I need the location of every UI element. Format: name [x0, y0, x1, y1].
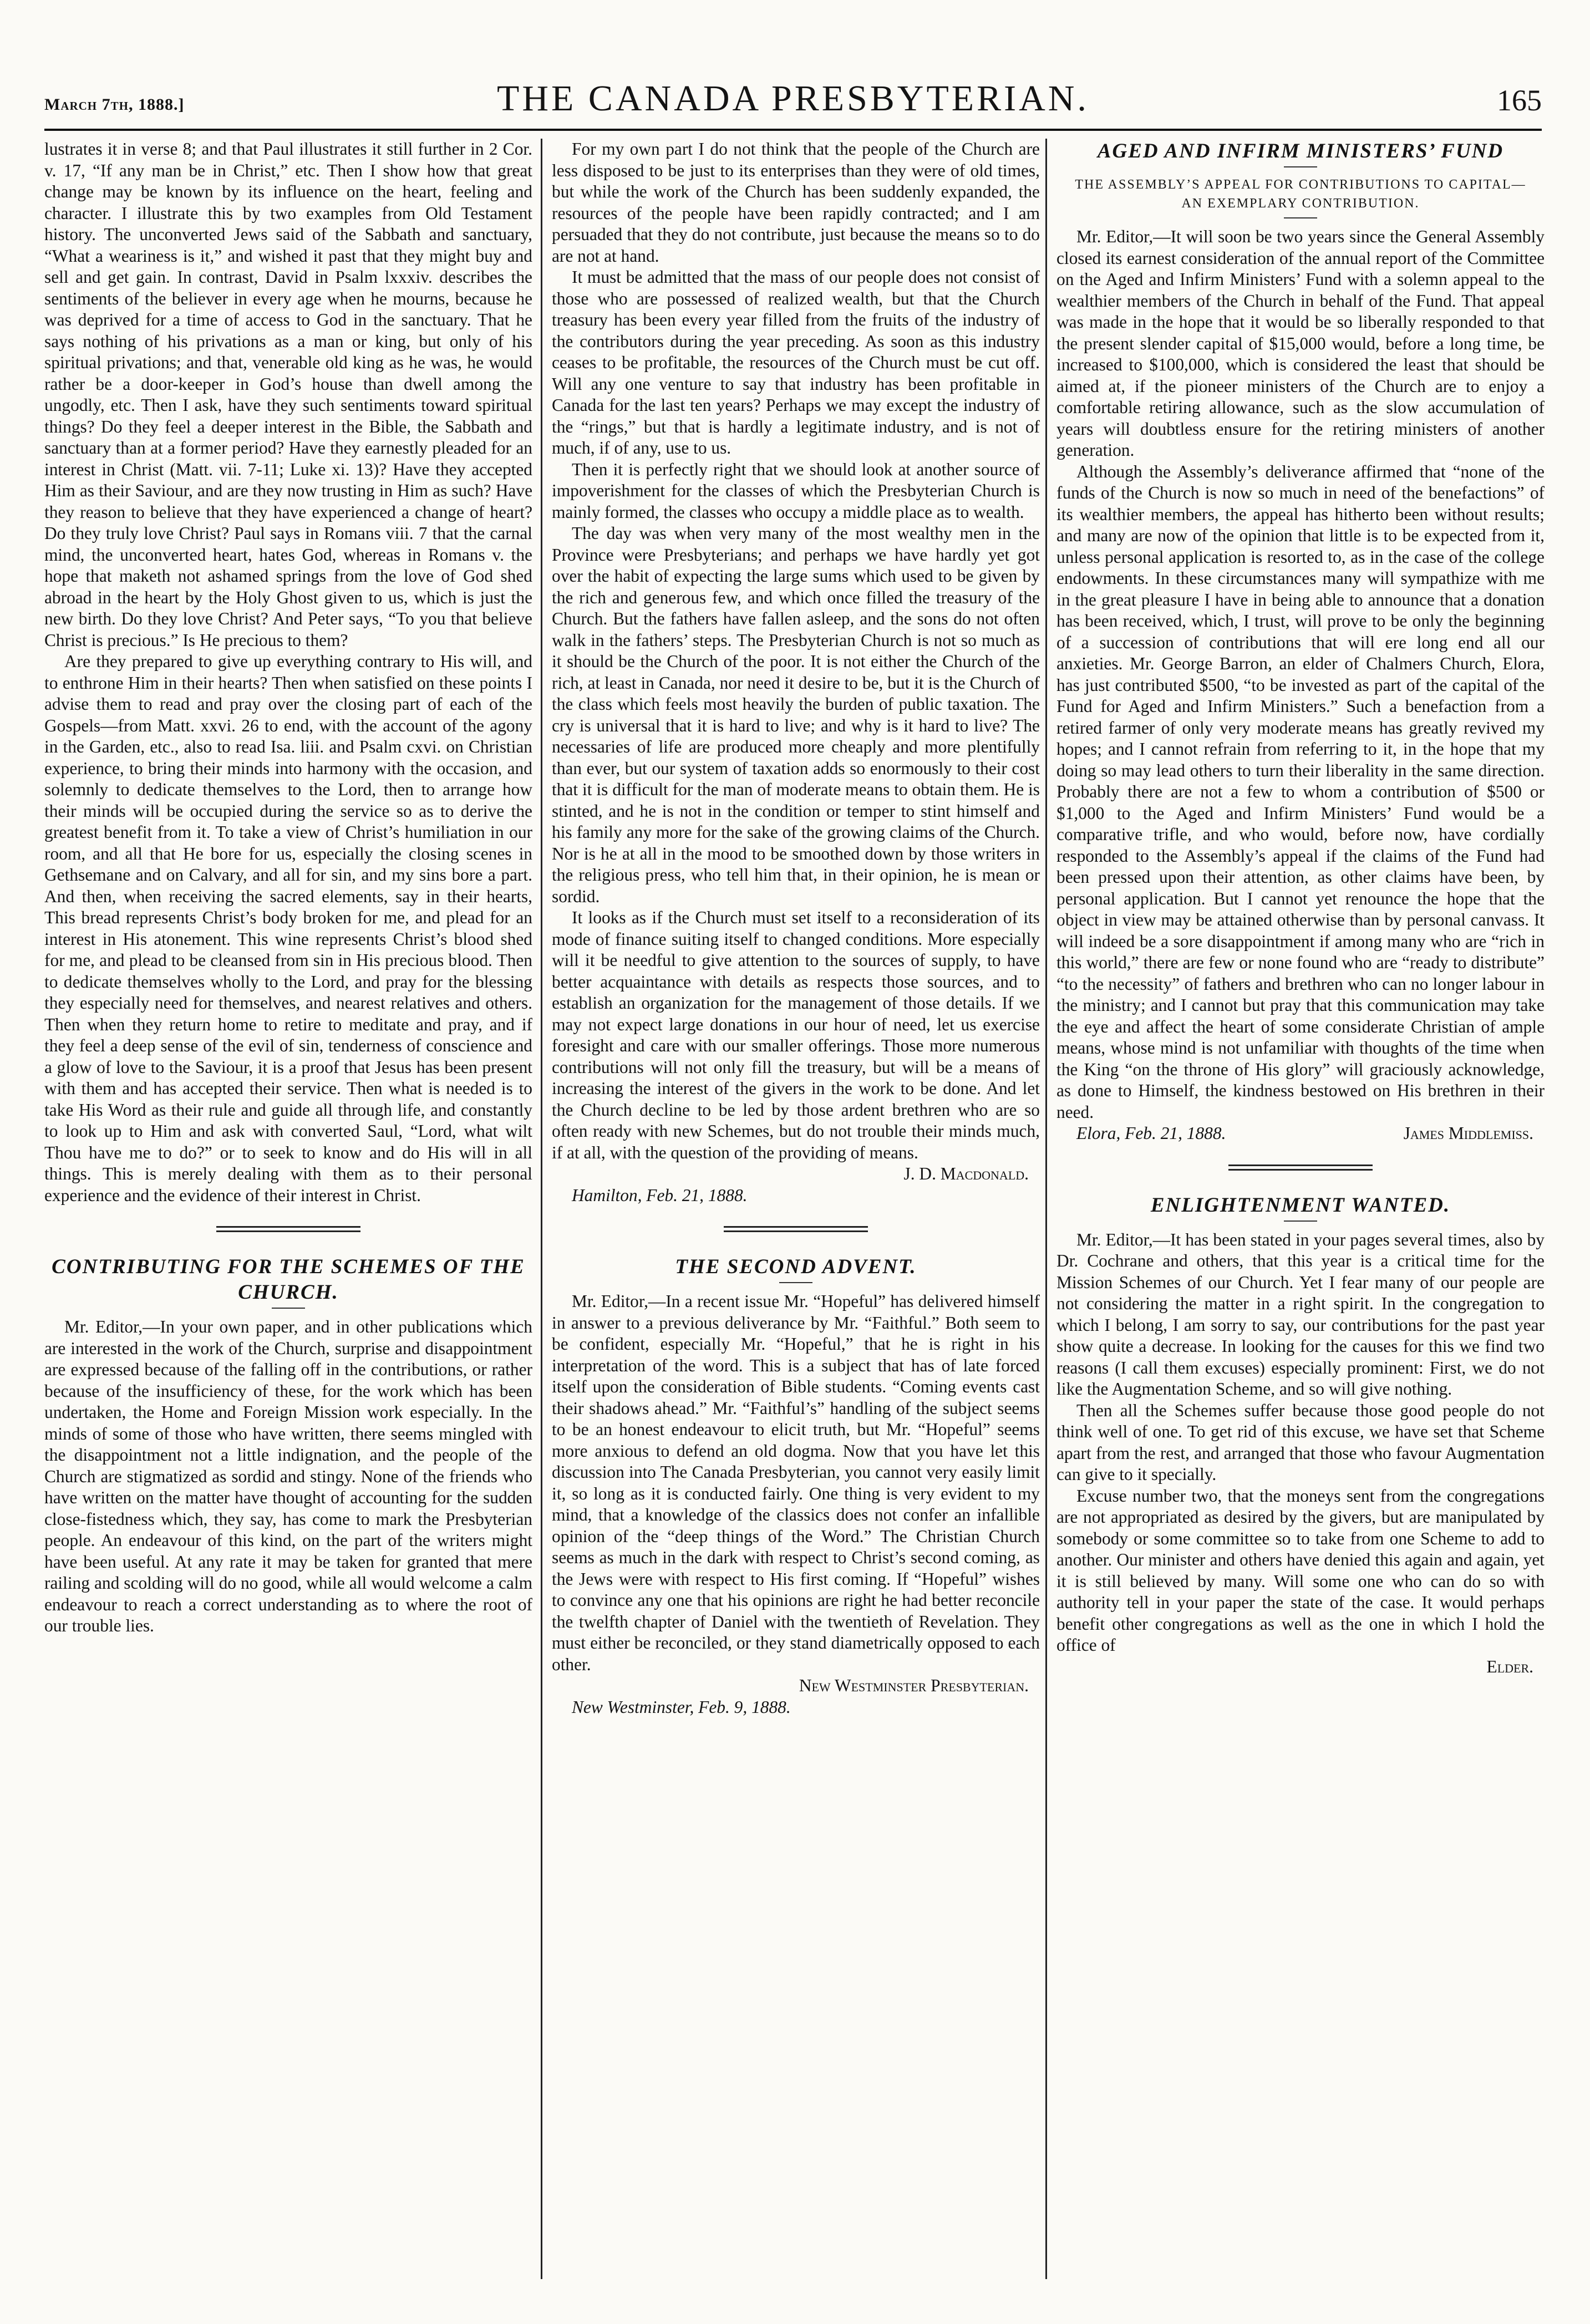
heading-rule: [1284, 166, 1317, 167]
article-separator: [724, 1226, 868, 1232]
column-divider: [1045, 139, 1047, 2279]
page-number: 165: [1497, 84, 1542, 117]
article-separator: [216, 1226, 360, 1232]
column-divider: [541, 139, 542, 2279]
author-signature: J. D. Macdonald.: [903, 1164, 1029, 1183]
dateline: Elora, Feb. 21, 1888.: [1076, 1123, 1226, 1143]
article-heading: CONTRIBUTING FOR THE SCHEMES OF THE CHURCH.: [52, 1255, 525, 1304]
article-paragraph: It must be admitted that the mass of our people does not consist of those who are possessed of realized wealth, but that the Church treasury has been every year filled from the fruits of the industry of the contributors during the year preceding. As soon as this industry ceases to be profitable, the resources of the Church must be cut off. Will any one venture to say that industry has been profitable in Canada for the last ten years? Perhaps we may except the industry of the “rings,” but that is hardly a legitimate industry, and is not of much, if of any, use to us.: [552, 267, 1040, 457]
column-2: [552, 139, 1040, 2279]
author-signature: James Middlemiss.: [1403, 1123, 1533, 1143]
issue-date: March 7th, 1888.]: [44, 95, 185, 114]
masthead-rule: [44, 129, 1542, 131]
article-paragraph: It looks as if the Church must set itself to a reconsideration of its mode of finance suiting itself to changed conditions. More especially will it be needful to give attention to the sources of supply, to have better acquaintance with details as respects those sources, and to establish an organization for the management of those details. If we may not expect large donations in our hour of need, let us exercise foresight and care with our smaller offerings. Those more numerous contributions will not only fill the treasury, but will be a means of increasing the interest of the givers in the work to be done. And let the Church decline to be led by those ardent brethren who are so often ready with new Schemes, but do not trouble their minds much, if at all, with the question of the providing of means.: [552, 908, 1040, 1162]
article-subheading: THE ASSEMBLY’S APPEAL FOR CONTRIBUTIONS TO CAPITAL—AN EXEMPLARY CONTRIBUTION.: [1075, 177, 1526, 211]
column-1: [44, 139, 532, 2279]
article-separator: [1228, 1164, 1373, 1171]
article-paragraph: Mr. Editor,—It will soon be two years since the General Assembly closed its earnest consideration of the annual report of the Committee on the Aged and Infirm Ministers’ Fund with a solemn appeal to the wealthier members of the Church in behalf of the Fund. That appeal was made in the hope that it would be so liberally responded to that the present slender capital of $15,000 would, before a long time, be increased to $100,000, which is considered the least that should be aimed at, if the pioneer ministers of the Church are to enjoy a comfortable retiring allowance, such as the slow accumulation of years will doubtless ensure for the retiring ministers of another generation.: [1056, 227, 1545, 460]
article-paragraph: lustrates it in verse 8; and that Paul illustrates it still further in 2 Cor. v. 17, “If any man be in Christ,” etc. Then I show how that great change may be known by its influence on the heart, feeling and character. I illustrate this by two examples from Old Testament history. The unconverted Jews said of the Sabbath and sanctuary, “What a weariness is it,” and wished it past that they might buy and sell and get gain. In contrast, David in Psalm lxxxiv. describes the sentiments of the believer in every age when he mourns, because he was deprived for a time of access to God in the sanctuary. That he says nothing of his privations as a man or king, but only of his spiritual privations; and that, venerable old king as he was, he would rather be a door-keeper in God’s house than dwell among the ungodly, etc. Then I ask, have they such sentiments toward spiritual things? Do they feel a deeper interest in the Bible, the Sabbath and sanctuary than at a former period? Have they earnestly pleaded for an interest in Christ (Matt. vii. 7-11; Luke xi. 13)? Have they accepted Him as their Saviour, and are they now trusting in Him as such? Have they reason to believe that they have experienced a change of heart? Do they truly love Christ? Paul says in Romans viii. 7 that the carnal mind, the unconverted heart, hates God, whereas in Romans v. the hope that maketh not ashamed springs from the love of God shed abroad in the heart by the Holy Ghost given to us, which is just the new birth. Do they love Christ? And Peter says, “To you that believe Christ is precious.” Is He precious to them?: [44, 139, 532, 650]
author-signature: New Westminster Presbyterian.: [799, 1676, 1029, 1695]
heading-rule: [1284, 1221, 1317, 1222]
article-paragraph: Excuse number two, that the moneys sent from the congregations are not appropriated as desired by the givers, but are manipulated by somebody or some committee so to take from one Scheme to add to another. Our minister and others have denied this again and again, yet it is still believed by many. Will some one who can do so with authority tell in your paper the state of the case. It would perhaps benefit other congregations as well as the one in which I hold the office of: [1056, 1486, 1545, 1655]
article-heading: ENLIGHTENMENT WANTED.: [1150, 1193, 1451, 1217]
dateline: New Westminster, Feb. 9, 1888.: [572, 1697, 791, 1717]
article-paragraph: Then all the Schemes suffer because those good people do not think well of one. To get rid of this excuse, we have set that Scheme apart from the rest, and arranged that those who favour Augmentation can give to it specially.: [1056, 1400, 1545, 1484]
article-heading: AGED AND INFIRM MINISTERS’ FUND: [1097, 140, 1504, 162]
heading-rule: [1284, 217, 1317, 218]
article-paragraph: Mr. Editor,—In your own paper, and in other publications which are interested in the work of the Church, surprise and disappointment are expressed because of the falling off in the contributions, or rather because of the insufficiency of these, for the work which has been undertaken, the Home and Foreign Mission work especially. In the minds of some of those who have written, there seems mingled with the disappointment not a little indignation, and the people of the Church are stigmatized as sordid and stingy. None of the friends who have written on the matter have thought of accounting for the sudden close-fistedness which, they say, has come to mark the Presbyterian people. An endeavour of this kind, on the part of the writers might have been useful. At any rate it may be taken for granted that mere railing and scolding will do no good, while all would welcome a calm endeavour to reach a correct understanding as to where the root of our trouble lies.: [44, 1317, 532, 1635]
heading-rule: [779, 1282, 812, 1283]
article-paragraph: Although the Assembly’s deliverance affirmed that “none of the funds of the Church is now so much in need of the benefactions” of its wealthier members, the appeal has hitherto been without results; and many are now of the opinion that little is to be expected from it, unless personal application is resorted to, as in the case of the college endowments. In these circumstances many will sympathize with me in the great pleasure I have in being able to announce that a donation has been received, which, I trust, will prove to be only the beginning of a succession of contributions that will ere long end all our anxieties. Mr. George Barron, an elder of Chalmers Church, Elora, has just contributed $500, “to be invested as part of the capital of the Fund for Aged and Infirm Ministers.” Such a benefaction from a retired farmer of only very moderate means has greatly revived my hopes; and I cannot refrain from referring to it, in the hope that my doing so may lead others to turn their liberality in the same direction. Probably there are not a few to whom a contribution of $500 or $1,000 to the Aged and Infirm Ministers’ Fund would be a comparative trifle, and who would, before now, have cordially responded to the Assembly’s appeal if the claims of the Fund had been pressed upon their attention, as other claims have been, by personal application. But I cannot yet renounce the hope that the object in view may be attained otherwise than by personal canvass. It will indeed be a sore disappointment if among many who are “rich in this world,” there are few or none found who are “ready to distribute” “to the necessity” of fathers and brethren who can no longer labour in the ministry; and I cannot but pray that this communication may take the eye and affect the heart of some considerate Christian of ample means, whose mind is not unfamiliar with thoughts of the time when the King “on the throne of His glory” will graciously acknowledge, as done to Himself, the kindness bestowed on His brethren in their need.: [1056, 461, 1545, 1122]
author-signature: Elder.: [1486, 1656, 1533, 1676]
article-paragraph: Then it is perfectly right that we should look at another source of impoverishment for the classes of which the Presbyterian Church is mainly formed, the classes who occupy a middle place as to wealth.: [552, 459, 1040, 522]
article-paragraph: Mr. Editor,—In a recent issue Mr. “Hopeful” has delivered himself in answer to a previous deliverance by Mr. “Faithful.” Both seem to be confident, especially Mr. “Hopeful,” that he is right in his interpretation of the word. This is a subject that has of late forced itself upon the consideration of Bible students. “Coming events cast their shadows ahead.” Mr. “Faithful’s” handling of the subject seems to be an honest endeavour to elicit truth, but Mr. “Hopeful” seems more anxious to defend an old dogma. Now that you have let this discussion into The Canada Presbyterian, you cannot very easily limit it, so long as it is conducted fairly. One thing is very evident to my mind, that a knowledge of the classics does not confer an infallible opinion of the “deep things of the Word.” The Christian Church seems as much in the dark with respect to Christ’s second coming, as the Jews were with respect to His first coming. If “Hopeful” wishes to convince any one that his opinions are right he had better reconcile the twelfth chapter of Daniel with the twentieth of Revelation. They must either be reconciled, or they stand diametrically opposed to each other.: [552, 1291, 1040, 1674]
article-paragraph: Are they prepared to give up everything contrary to His will, and to enthrone Him in their hearts? Then when satisfied on these points I advise them to read and pray over the closing part of each of the Gospels—from Matt. xxvi. 26 to end, with the account of the agony in the Garden, etc., also to read Isa. liii. and Psalm cxvi. on Christian experience, to bring their minds into harmony with the occasion, and solemnly to dedicate themselves to the Lord, then to arrange how their minds will be occupied during the service so as to derive the greatest benefit from it. To take a view of Christ’s humiliation in our room, and all that He bore for us, especially the closing scenes in Gethsemane and on Calvary, and all for sin, and my sins bore a part. And then, when receiving the sacred elements, say in their hearts, This bread represents Christ’s body broken for me, and plead for an interest in His atonement. This wine represents Christ’s blood shed for me, and plead to be cleansed from sin in His precious blood. Then to dedicate themselves wholly to the Lord, and pray for the blessing they especially need for themselves, and nearest relatives and others. Then when they return home to retire to meditate and pray, and if they feel a deep sense of the evil of sin, tenderness of conscience and a glow of love to the Saviour, it is a proof that Jesus has been present with them and has accepted their service. Then what is needed is to take His Word as their rule and guide all through life, and constantly to look up to Him and ask with converted Saul, “Lord, what wilt Thou have me to do?” or to seek to know and do His will in all things. This is merely dealing with them as to their personal experience and the evidence of their interest in Christ.: [44, 652, 532, 1205]
newspaper-title: THE CANADA PRESBYTERIAN.: [497, 78, 1089, 119]
column-3: [1056, 139, 1545, 2279]
article-paragraph: The day was when very many of the most wealthy men in the Province were Presbyterians; and perhaps we have hardly yet got over the habit of expecting the large sums which used to be given by the rich and generous few, and which once filled the treasury of the Church. But the fathers have fallen asleep, and the sons do not often walk in the fathers’ steps. The Presbyterian Church is not so much as it should be the Church of the poor. It is not either the Church of the rich, at least in Canada, nor need it desire to be, but it is the Church of the class which feels most heavily the burden of public taxation. The cry is universal that it is hard to live; and why is it hard to live? The necessaries of life are produced more cheaply and more plentifully than ever, but our system of taxation adds so enormously to their cost that it is difficult for the man of moderate means to obtain them. He is stinted, and he is not in the condition or temper to stint himself and his family any more for the sake of the growing claims of the Church. Nor is he at all in the mood to be smoothed down by those writers in the religious press, who tell him that, in their opinion, he is mean or sordid.: [552, 523, 1040, 906]
heading-rule: [272, 1308, 305, 1309]
signature-line: [1056, 1123, 1545, 1145]
masthead: [44, 67, 1542, 128]
article-paragraph: For my own part I do not think that the people of the Church are less disposed to be just to its enterprises than they were of old times, but while the work of the Church has been suddenly expanded, the resources of the people have been rapidly contracted; and I am persuaded that they do not contribute, just because the means so to do are not at hand.: [552, 139, 1040, 266]
article-paragraph: Mr. Editor,—It has been stated in your pages several times, also by Dr. Cochrane and others, that this year is a critical time for the Mission Schemes of our Church. Yet I fear many of our people are not considering the matter in a right spirit. In the congregation to which I belong, I am sorry to say, our contributions for the past year show quite a decrease. In looking for the causes for this we find two reasons (I call them excuses) especially prominent: First, we do not like the Augmentation Scheme, and so will give nothing.: [1056, 1229, 1545, 1399]
article-heading: THE SECOND ADVENT.: [675, 1255, 917, 1278]
dateline: Hamilton, Feb. 21, 1888.: [572, 1185, 748, 1205]
